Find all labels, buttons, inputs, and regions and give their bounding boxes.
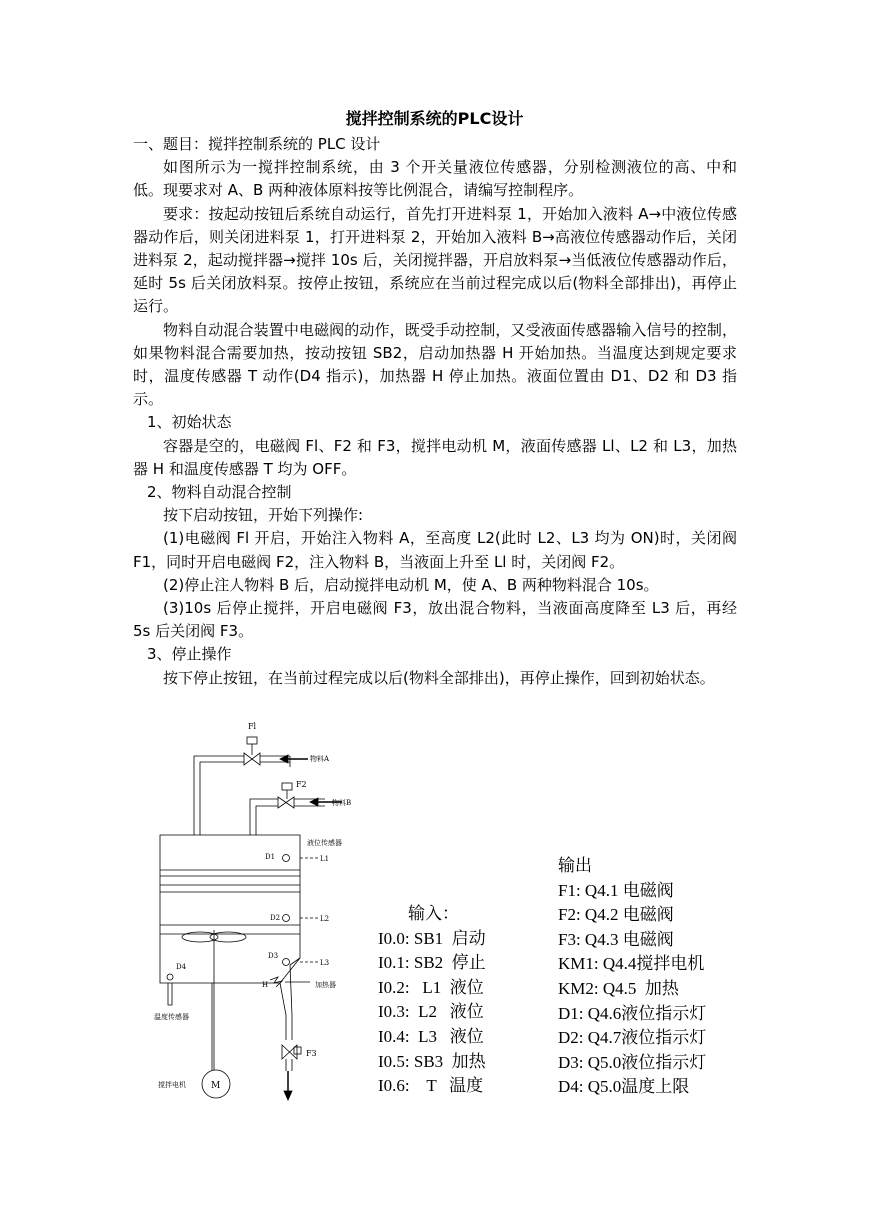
label-temp-sensor: 温度传感器 (154, 1013, 189, 1021)
outputs-row: F1: Q4.1 电磁阀 (558, 880, 674, 900)
label-l1: L1 (320, 855, 330, 863)
paragraph-7: 按下启动按钮，开始下列操作: (163, 506, 364, 525)
label-motor: 搅拌电机 (158, 1081, 186, 1089)
outlet-pipe (280, 958, 300, 1040)
outputs-row: D2: Q4.7液位指示灯 (558, 1028, 707, 1048)
agitator-blade-left (182, 932, 218, 942)
outputs-row: F2: Q4.2 电磁阀 (558, 905, 674, 925)
label-l3: L3 (320, 959, 330, 967)
inputs-row: I0.0: SB1 启动 (378, 928, 486, 948)
label-d3: D3 (268, 952, 279, 960)
inputs-row: I0.6: T 温度 (378, 1076, 484, 1096)
outlet-pipe-lower (286, 1059, 292, 1071)
label-d4: D4 (176, 963, 187, 971)
d1-indicator-icon (283, 855, 290, 862)
d4-indicator-icon (167, 974, 173, 980)
outputs-row: D4: Q5.0温度上限 (558, 1077, 690, 1097)
document-title: 搅拌控制系统的PLC设计 (345, 109, 524, 128)
label-f3: F3 (306, 1049, 317, 1058)
paragraph-9: (2)停止注人物料 B 后，启动搅拌电动机 M，使 A、B 两种物料混合 10s。 (163, 575, 659, 594)
d2-indicator-icon (283, 915, 290, 922)
outputs-row: KM2: Q4.5 加热 (558, 978, 679, 998)
agitator-blade-right (210, 932, 246, 942)
f2-actuator (282, 783, 292, 790)
f2-valve-icon (278, 797, 294, 808)
mixing-tank-diagram (140, 715, 370, 1105)
paragraph-5: 容器是空的，电磁阀 Fl、F2 和 F3，搅拌电动机 M，液面传感器 Ll、L2 和 L3，加热器 H 和温度传感器 T 均为 OFF。 (133, 436, 737, 478)
output-list (558, 854, 706, 1100)
label-level-sensor: 液位传感器 (307, 839, 342, 847)
paragraph-8: (1)电磁阀 Fl 开启，开始注入物料 A，至高度 L2(此时 L2、L3 均为 ON)时，关闭阀 F1，同时开启电磁阀 F2，注入物料 B，当液面上升至 Ll 时，关闭阀 F2。 (133, 529, 737, 571)
label-l2: L2 (320, 915, 330, 923)
body-text (133, 133, 737, 690)
label-heater: 加热器 (315, 981, 336, 989)
label-f2: F2 (296, 780, 307, 789)
f3-valve-icon (282, 1045, 297, 1059)
paragraph-11: 3、停止操作 (147, 645, 232, 664)
paragraph-3: 物料自动混合装置中电磁阀的动作，既受手动控制，又受液面传感器输入信号的控制，如果物料混合需要加热，按动按钮 SB2，启动加热器 H 开始加热。当温度达到规定要求时，温度传感器 T 动作(D4 指示)，加热器 H 停止加热。液面位置由 D1、D2 和 D3 指示。 (133, 320, 737, 409)
arrow-out-head (284, 1091, 292, 1100)
pipe-a-down (194, 756, 244, 835)
label-material-b: 物料B (332, 799, 352, 807)
inputs-row: I0.5: SB3 加热 (378, 1051, 486, 1071)
paragraph-4: 1、初始状态 (147, 413, 232, 432)
paragraph-0: 一、题目：搅拌控制系统的 PLC 设计 (133, 135, 381, 153)
temp-probe (168, 983, 172, 1005)
label-material-a: 物料A (310, 755, 330, 763)
label-h: H (262, 981, 269, 989)
label-d1: D1 (265, 853, 276, 861)
paragraph-6: 2、物料自动混合控制 (147, 483, 292, 502)
outputs-header: 输出 (558, 856, 592, 875)
outputs-row: F3: Q4.3 电磁阀 (558, 929, 674, 949)
d3-indicator-icon (283, 959, 290, 966)
inputs-header: 输入： (408, 904, 459, 923)
inputs-row: I0.4: L3 液位 (378, 1026, 484, 1046)
label-m: M (211, 1081, 221, 1091)
label-d2: D2 (270, 914, 281, 922)
inputs-row: I0.1: SB2 停止 (378, 953, 486, 973)
outputs-row: D1: Q4.6液位指示灯 (558, 1003, 707, 1023)
f3-actuator (294, 1047, 301, 1054)
label-f1: Fl (248, 722, 257, 731)
paragraph-12: 按下停止按钮，在当前过程完成以后(物料全部排出)，再停止操作，回到初始状态。 (163, 668, 715, 687)
paragraph-10: (3)10s 后停止搅拌，开启电磁阀 F3，放出混合物料，当液面高度降至 L3 后，再经 5s 后关闭阀 F3。 (133, 599, 737, 641)
tank-outline (160, 835, 300, 983)
f1-actuator (247, 737, 257, 744)
inputs-row: I0.2: L1 液位 (378, 977, 484, 997)
inputs-row: I0.3: L2 液位 (378, 1002, 484, 1022)
paragraph-1: 如图所示为一搅拌控制系统，由 3 个开关量液位传感器，分别检测液位的高、中和低。现要求对 A、B 两种液体原料按等比例混合，请编写控制程序。 (133, 158, 737, 200)
pipe-b-down (250, 799, 278, 835)
outputs-row: D3: Q5.0液位指示灯 (558, 1052, 707, 1072)
outputs-row: KM1: Q4.4搅拌电机 (558, 954, 705, 974)
paragraph-2: 要求：按起动按钮后系统自动运行，首先打开进料泵 1，开始加入液料 A→中液位传感器动作后，则关闭进料泵 1，打开进料泵 2，开始加入液料 B→高液位传感器动作后，关闭进料泵 2，起动搅拌器→搅拌 10s 后，关闭搅拌器，开启放料泵→当低液位传感器动作后，延时 5s 后关闭放料泵。按停止按钮，系统应在当前过程完成以后(物料全部排出)，再停止运行。 (133, 204, 737, 316)
input-list (378, 902, 486, 1099)
